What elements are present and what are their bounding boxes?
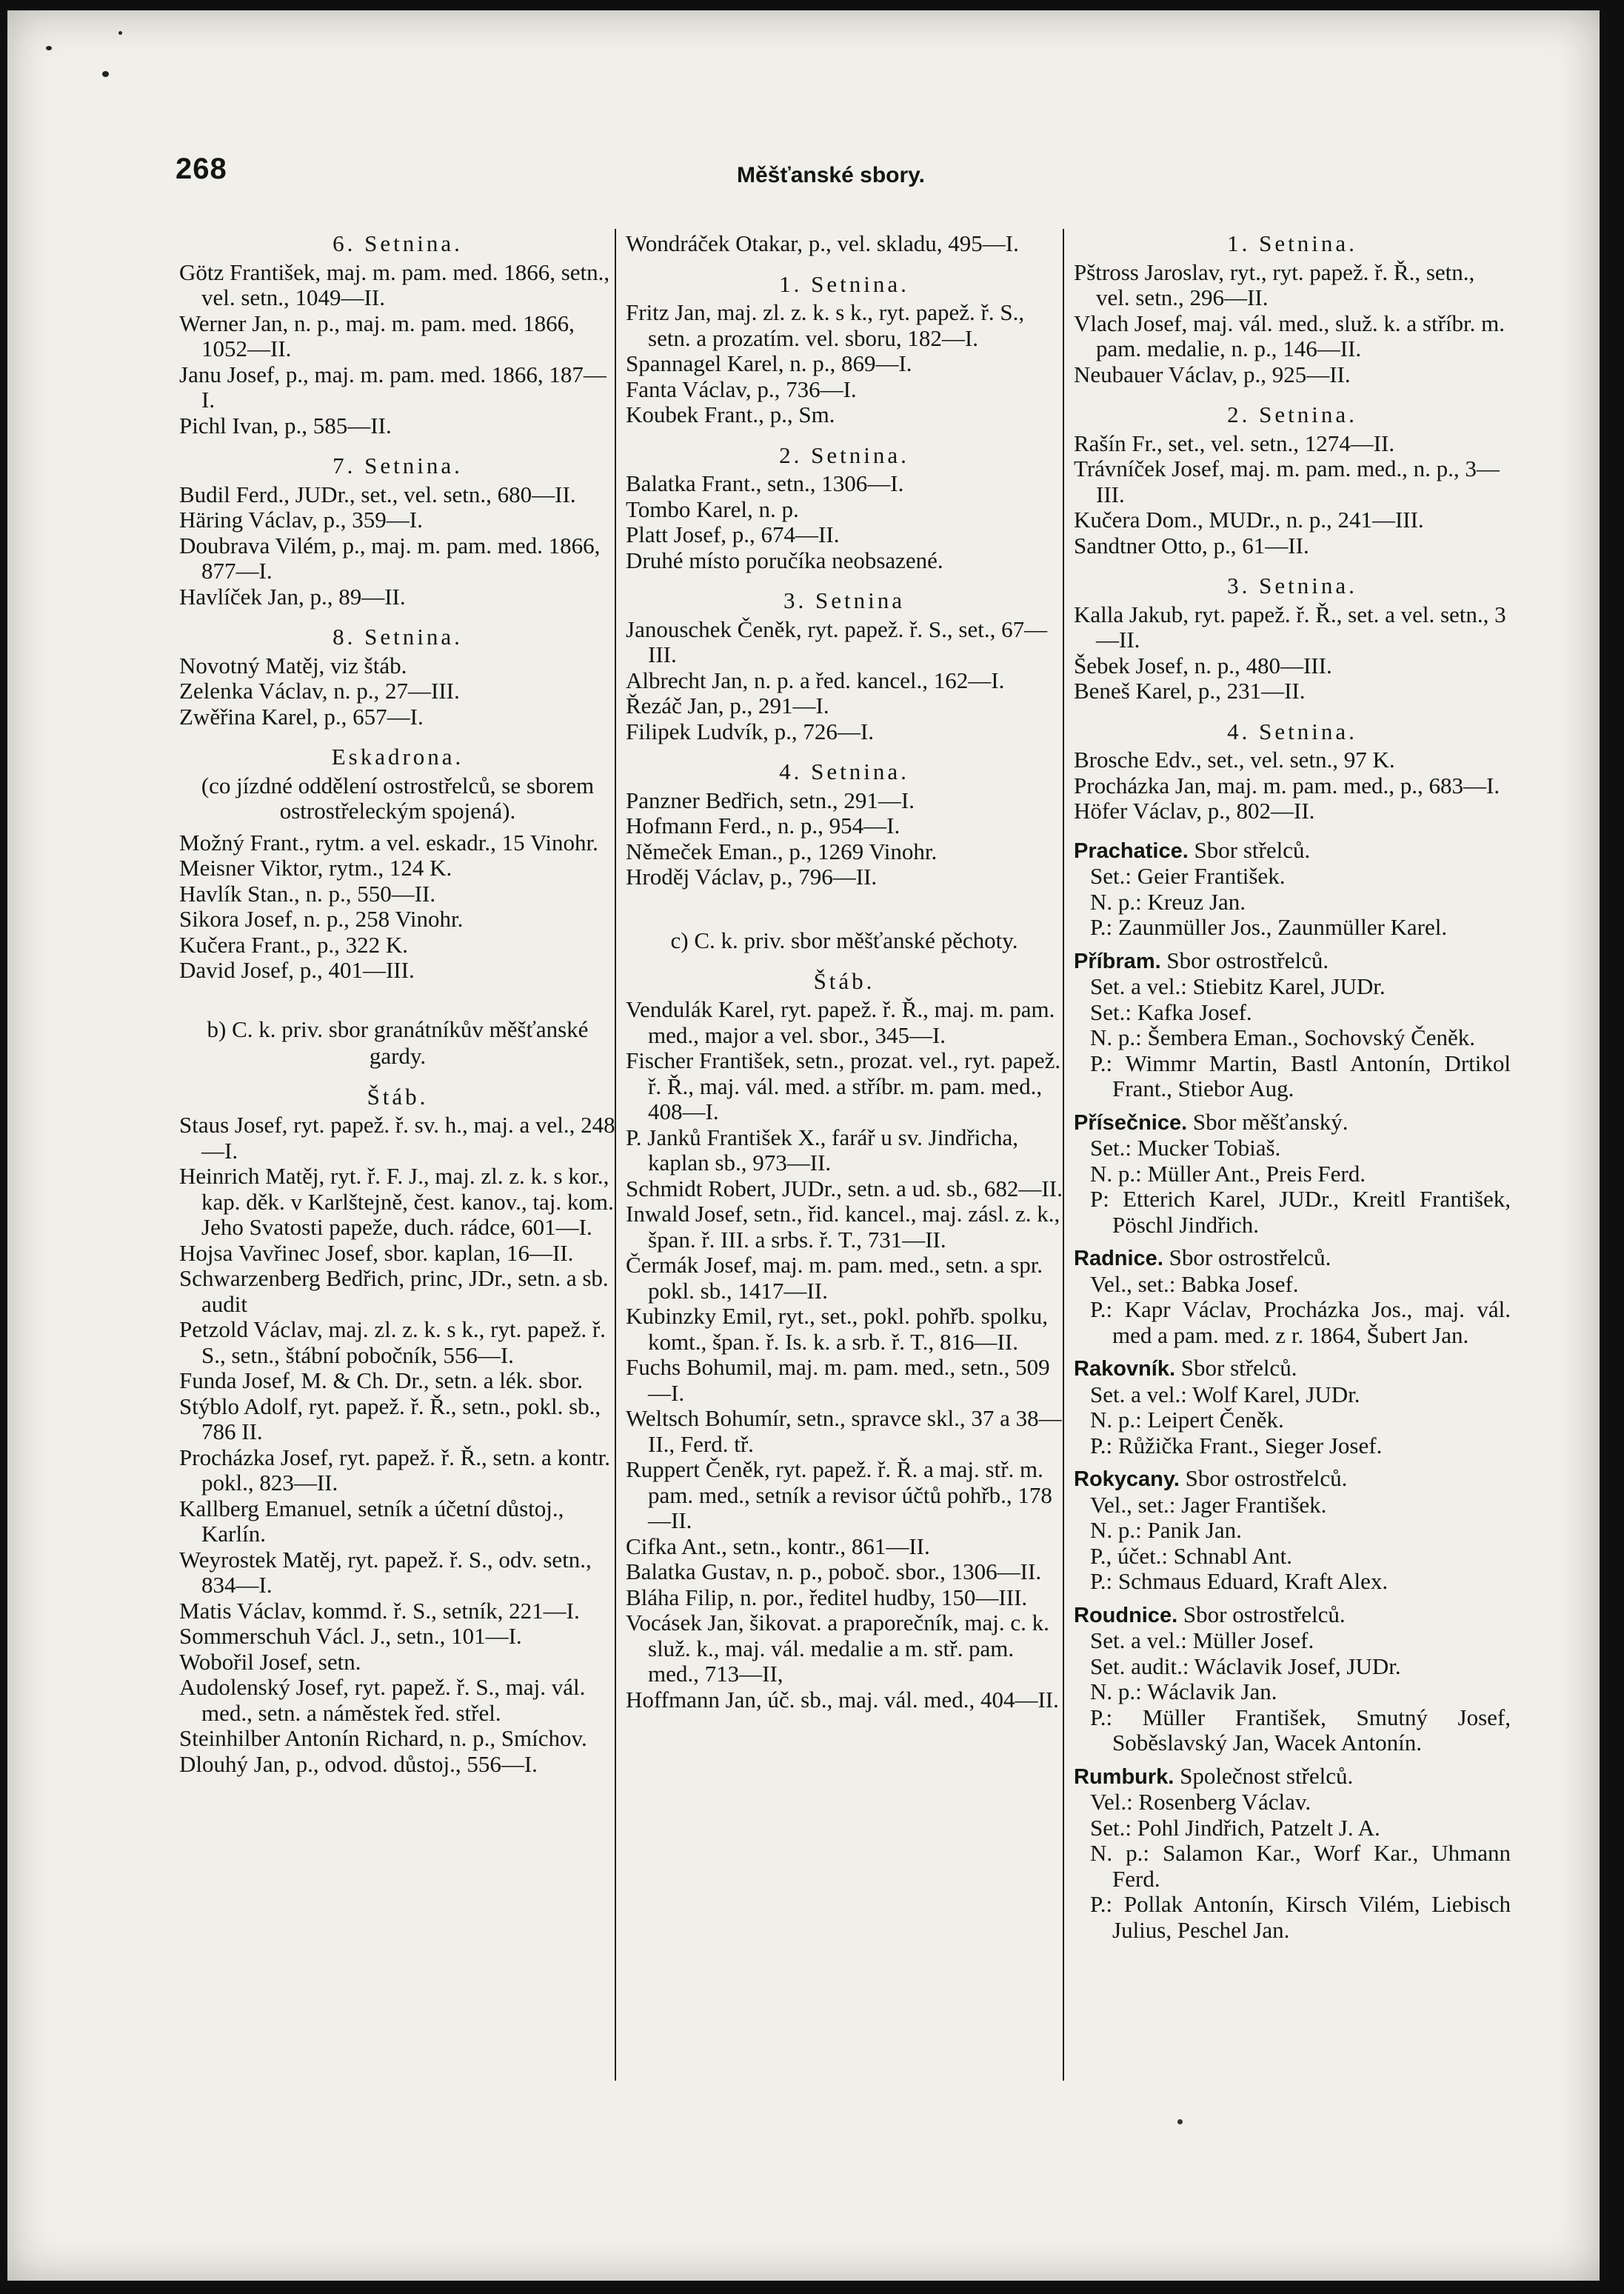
town-line: Set. a vel.: Stiebitz Karel, JUDr. [1090, 973, 1386, 999]
entry: Druhé místo poručíka neobsazené. [626, 547, 943, 573]
entry: Doubrava Vilém, p., maj. m. pam. med. 1866, 877—I. [179, 532, 601, 584]
town-name: Přísečnice. [1074, 1110, 1188, 1135]
scan-speck [102, 71, 109, 77]
section-heading: 4. Setnina. [1227, 718, 1357, 744]
ink-dot [1177, 2119, 1183, 2124]
entry: Havlíček Jan, p., 89—II. [179, 583, 406, 610]
section-heading: 2. Setnina. [1227, 401, 1357, 427]
town-line: N. p.: Šembera Eman., Sochovský Čeněk. [1090, 1024, 1476, 1050]
entry: Čermák Josef, maj. m. pam. med., setn. a spr. pokl. sb., 1417—II. [626, 1252, 1043, 1304]
entry: Neubauer Václav, p., 925—II. [1074, 361, 1351, 387]
town-line: P.: Wimmr Martin, Bastl Antonín, Drtikol Frant., Stiebor Aug. [1090, 1050, 1511, 1101]
town-line: Set.: Pohl Jindřich, Patzelt J. A. [1090, 1814, 1380, 1841]
section-heading: Štáb. [367, 1083, 429, 1110]
entry: Vocásek Jan, šikovat. a praporečník, maj. c. k. služ. k., maj. vál. medalie a m. stř. pam. med., 713—II, [626, 1610, 1049, 1687]
section-heading: 1. Setnina. [1227, 230, 1357, 256]
town-line: P.: Schmaus Eduard, Kraft Alex. [1090, 1568, 1389, 1594]
entry: Häring Václav, p., 359—I. [179, 507, 423, 533]
town-desc: Sbor ostrostřelců. [1185, 1465, 1348, 1491]
town-line: N. p.: Salamon Kar., Worf Kar., Uhmann Ferd. [1090, 1840, 1511, 1892]
entry: Novotný Matěj, viz štáb. [179, 652, 407, 678]
entry: Albrecht Jan, n. p. a řed. kancel., 162—I. [626, 667, 1005, 693]
section-heading: 3. Setnina. [1227, 573, 1357, 598]
entry: Bláha Filip, n. por., ředitel hudby, 150—III. [626, 1584, 1028, 1610]
town-line: Set.: Mucker Tobiaš. [1090, 1135, 1281, 1161]
town-block-rumburk [1074, 1764, 1511, 1944]
entry: David Josef, p., 401—III. [179, 957, 415, 983]
page-title: Měšťanské sbory. [737, 163, 925, 187]
town-line: P.: Müller František, Smutný Josef, Soběslavský Jan, Wacek Antonín. [1090, 1704, 1511, 1755]
town-name: Roudnice. [1074, 1603, 1178, 1627]
town-line: P.: Pollak Antonín, Kirsch Vilém, Liebisch Julius, Peschel Jan. [1090, 1891, 1511, 1943]
entry: Fritz Jan, maj. zl. z. k. s k., ryt. papež. ř. S., setn. a prozatím. vel. sboru, 182—I. [626, 299, 1025, 351]
entry: Sommerschuh Václ. J., setn., 101—I. [179, 1623, 522, 1649]
entry: Hroděj Václav, p., 796—II. [626, 864, 878, 890]
town-block-prachatice [1074, 838, 1511, 941]
entry: Petzold Václav, maj. zl. z. k. s k., ryt. papež. ř. S., setn., štábní pobočník, 556—I. [179, 1316, 606, 1368]
entry: Schwarzenberg Bedřich, princ, JDr., setn. a sb. audit [179, 1265, 609, 1317]
entry: Götz František, maj. m. pam. med. 1866, setn., vel. setn., 1049—II. [179, 259, 610, 310]
scan-speck [46, 46, 52, 50]
town-name: Příbram. [1074, 949, 1161, 973]
town-line: N. p.: Leipert Čeněk. [1090, 1407, 1284, 1433]
entry: Panzner Bedřich, setn., 291—I. [626, 787, 915, 813]
entry: Kučera Frant., p., 322 K. [179, 931, 409, 958]
town-line: Vel., set.: Babka Josef. [1090, 1270, 1299, 1297]
entry: Funda Josef, M. & Ch. Dr., setn. a lék. sbor. [179, 1367, 584, 1393]
town-line: Vel., set.: Jager František. [1090, 1491, 1327, 1518]
entry: Balatka Gustav, n. p., poboč. sbor., 1306—II. [626, 1558, 1042, 1584]
page-number: 268 [176, 153, 227, 185]
town-block-pribram [1074, 948, 1511, 1102]
town-desc: Sbor měšťanský. [1192, 1108, 1349, 1135]
town-line: Vel.: Rosenberg Václav. [1090, 1789, 1311, 1815]
town-line: P.: Růžička Frant., Sieger Josef. [1090, 1432, 1383, 1458]
town-desc: Společnost střelců. [1180, 1762, 1354, 1789]
entry: Tombo Karel, n. p. [626, 496, 799, 522]
entry: Filipek Ludvík, p., 726—I. [626, 718, 874, 744]
town-block-rokycany [1074, 1466, 1511, 1595]
entry: P. Janků František X., farář u sv. Jindřicha, kaplan sb., 973—II. [626, 1124, 1019, 1176]
entry: Sandtner Otto, p., 61—II. [1074, 532, 1309, 559]
section-heading: 6. Setnina. [333, 230, 463, 256]
section-heading: 1. Setnina. [779, 270, 909, 297]
document-page [7, 10, 1600, 2281]
entry: Dlouhý Jan, p., odvod. důstoj., 556—I. [179, 1750, 538, 1777]
entry: Budil Ferd., JUDr., set., vel. setn., 680—II. [179, 481, 576, 507]
entry: Wobořil Josef, setn. [179, 1648, 361, 1675]
section-note: (co jízdné oddělení ostrostřelců, se sborem ostrostřeleckým spojená). [201, 772, 595, 824]
entry: Inwald Josef, setn., řid. kancel., maj. zásl. z. k., špan. ř. III. a srbs. ř. T., 731—II. [626, 1201, 1060, 1253]
town-name: Rokycany. [1074, 1467, 1180, 1491]
entry: Steinhilber Antonín Richard, n. p., Smíchov. [179, 1725, 587, 1751]
town-line: N. p.: Panik Jan. [1090, 1517, 1242, 1543]
entry: Ruppert Čeněk, ryt. papež. ř. Ř. a maj. stř. m. pam. med., setník a revisor účtů pohřb., 178—II. [626, 1456, 1052, 1533]
town-name: Rakovník. [1074, 1357, 1175, 1381]
section-heading: 7. Setnina. [333, 453, 463, 479]
entry: Höfer Václav, p., 802—II. [1074, 798, 1315, 824]
town-line: N. p.: Müller Ant., Preis Ferd. [1090, 1160, 1366, 1187]
section-heading: Štáb. [813, 967, 875, 994]
entry: Hofmann Ferd., n. p., 954—I. [626, 813, 900, 838]
entry: Němeček Eman., p., 1269 Vinohr. [626, 838, 938, 864]
entry: Janu Josef, p., maj. m. pam. med. 1866, 187—I. [179, 361, 607, 413]
town-desc: Sbor ostrostřelců. [1166, 947, 1329, 973]
section-heading: Eskadrona. [331, 744, 464, 770]
town-desc: Sbor střelců. [1180, 1355, 1297, 1381]
entry: Kallberg Emanuel, setník a účetní důstoj., Karlín. [179, 1495, 564, 1547]
entry: Zwěřina Karel, p., 657—I. [179, 703, 424, 730]
town-desc: Sbor ostrostřelců. [1183, 1601, 1346, 1627]
town-line: Set.: Kafka Josef. [1090, 998, 1252, 1025]
entry: Sikora Josef, n. p., 258 Vinohr. [179, 906, 464, 932]
town-block-prisecnice [1074, 1110, 1511, 1238]
entry: Spannagel Karel, n. p., 869—I. [626, 350, 912, 376]
entry: Schmidt Robert, JUDr., setn. a ud. sb., 682—II. [626, 1175, 1063, 1201]
entry: Heinrich Matěj, ryt. ř. F. J., maj. zl. z. k. s kor., kap. děk. v Karlštejně, čest. kanov., taj. kom. Jeho Svatosti papeže, duch. rádce, 601—I. [179, 1163, 614, 1240]
town-line: P., účet.: Schnabl Ant. [1090, 1542, 1292, 1569]
entry: Řezáč Jan, p., 291—I. [626, 693, 829, 718]
town-line: Set.: Geier František. [1090, 863, 1286, 889]
column-left [179, 231, 616, 1777]
town-line: P: Etterich Karel, JUDr., Kreitl František, Pöschl Jindřich. [1090, 1186, 1511, 1238]
section-heading: 8. Setnina. [333, 624, 463, 650]
town-name: Rumburk. [1074, 1764, 1174, 1789]
entry: Janouschek Čeněk, ryt. papež. ř. S., set., 67—III. [626, 616, 1048, 667]
entry: Vendulák Karel, ryt. papež. ř. Ř., maj. m. pam. med., major a vel. sbor., 345—I. [626, 996, 1055, 1048]
corps-title: c) C. k. priv. sbor měšťanské pěchoty. [670, 927, 1018, 953]
entry: Pštross Jaroslav, ryt., ryt. papež. ř. Ř., setn., vel. setn., 296—II. [1074, 259, 1475, 310]
town-desc: Sbor ostrostřelců. [1169, 1244, 1331, 1270]
town-block-rakovnik [1074, 1356, 1511, 1458]
entry: Fanta Václav, p., 736—I. [626, 376, 857, 402]
entry: Brosche Edv., set., vel. setn., 97 K. [1074, 747, 1395, 773]
entry: Staus Josef, ryt. papež. ř. sv. h., maj. a vel., 248—I. [179, 1112, 615, 1164]
entry: Weltsch Bohumír, setn., spravce skl., 37 a 38—II., Ferd. tř. [626, 1405, 1062, 1457]
entry: Hojsa Vavřinec Josef, sbor. kaplan, 16—II. [179, 1239, 574, 1266]
entry: Fischer František, setn., prozat. vel., ryt. papež. ř. Ř., maj. vál. med. a stříbr. m. pam. med., 408—I. [626, 1047, 1061, 1124]
entry: Audolenský Josef, ryt. papež. ř. S., maj. vál. med., setn. a náměstek řed. střel. [179, 1674, 586, 1726]
section-heading: 2. Setnina. [779, 441, 909, 468]
town-line: Set. a vel.: Wolf Karel, JUDr. [1090, 1381, 1360, 1407]
entry: Zelenka Václav, n. p., 27—III. [179, 678, 460, 704]
town-line: P.: Zaunmüller Jos., Zaunmüller Karel. [1090, 914, 1448, 940]
corps-title: b) C. k. priv. sbor granátníkův měšťanské gardy. [207, 1016, 589, 1069]
entry: Šebek Josef, n. p., 480—III. [1074, 652, 1332, 678]
entry: Procházka Josef, ryt. papež. ř. Ř., setn. a kontr. pokl., 823—II. [179, 1444, 610, 1496]
entry: Kučera Dom., MUDr., n. p., 241—III. [1074, 507, 1424, 533]
column-right [1074, 231, 1511, 1943]
town-desc: Sbor střelců. [1194, 836, 1311, 863]
town-block-roudnice [1074, 1602, 1511, 1756]
entry: Rašín Fr., set., vel. setn., 1274—II. [1074, 430, 1395, 456]
town-name: Prachatice. [1074, 838, 1189, 863]
entry: Weyrostek Matěj, ryt. papež. ř. S., odv. setn., 834—I. [179, 1546, 592, 1598]
scan-speck [118, 31, 122, 35]
entry: Hoffmann Jan, úč. sb., maj. vál. med., 404—II. [626, 1686, 1059, 1713]
town-line: Set. audit.: Wáclavik Josef, JUDr. [1090, 1653, 1401, 1679]
entry: Trávníček Josef, maj. m. pam. med., n. p., 3—III. [1074, 456, 1500, 507]
town-name: Radnice. [1074, 1247, 1163, 1270]
entry: Cifka Ant., setn., kontr., 861—II. [626, 1533, 930, 1559]
entry: Beneš Karel, p., 231—II. [1074, 678, 1306, 704]
entry: Meisner Viktor, rytm., 124 K. [179, 855, 452, 881]
entry: Matis Václav, kommd. ř. S., setník, 221—I. [179, 1597, 580, 1624]
town-line: Set. a vel.: Müller Josef. [1090, 1627, 1314, 1653]
entry: Koubek Frant., p., Sm. [626, 401, 835, 427]
town-line: N. p.: Wáclavik Jan. [1090, 1678, 1277, 1704]
entry: Procházka Jan, maj. m. pam. med., p., 683—I. [1074, 772, 1500, 798]
section-heading: 3. Setnina [783, 587, 905, 613]
entry: Kalla Jakub, ryt. papež. ř. Ř., set. a vel. setn., 3—II. [1074, 601, 1506, 653]
town-line: N. p.: Kreuz Jan. [1090, 888, 1246, 915]
entry: Kubinzky Emil, ryt., set., pokl. pohřb. spolku, komt., špan. ř. Is. k. a srb. ř. T., 816—II. [626, 1303, 1049, 1355]
entry: Stýblo Adolf, ryt. papež. ř. Ř., setn., pokl. sb., 786 II. [179, 1393, 601, 1444]
entry: Platt Josef, p., 674—II. [626, 521, 840, 547]
town-block-radnice [1074, 1245, 1511, 1348]
entry: Fuchs Bohumil, maj. m. pam. med., setn., 509—I. [626, 1354, 1050, 1406]
column-middle [626, 231, 1063, 1713]
entry: Wondráček Otakar, p., vel. skladu, 495—I. [626, 230, 1019, 256]
section-heading: 4. Setnina. [779, 758, 909, 784]
town-line: P.: Kapr Václav, Procházka Jos., maj. vál. med a pam. med. z r. 1864, Šubert Jan. [1090, 1296, 1511, 1348]
entry: Havlík Stan., n. p., 550—II. [179, 880, 436, 907]
entry: Balatka Frant., setn., 1306—I. [626, 470, 904, 496]
entry: Werner Jan, n. p., maj. m. pam. med. 1866, 1052—II. [179, 310, 575, 361]
entry: Vlach Josef, maj. vál. med., služ. k. a stříbr. m. pam. medalie, n. p., 146—II. [1074, 310, 1505, 361]
entry: Možný Frant., rytm. a vel. eskadr., 15 Vinohr. [179, 829, 598, 856]
column-divider [1063, 229, 1064, 2081]
entry: Pichl Ivan, p., 585—II. [179, 412, 392, 439]
